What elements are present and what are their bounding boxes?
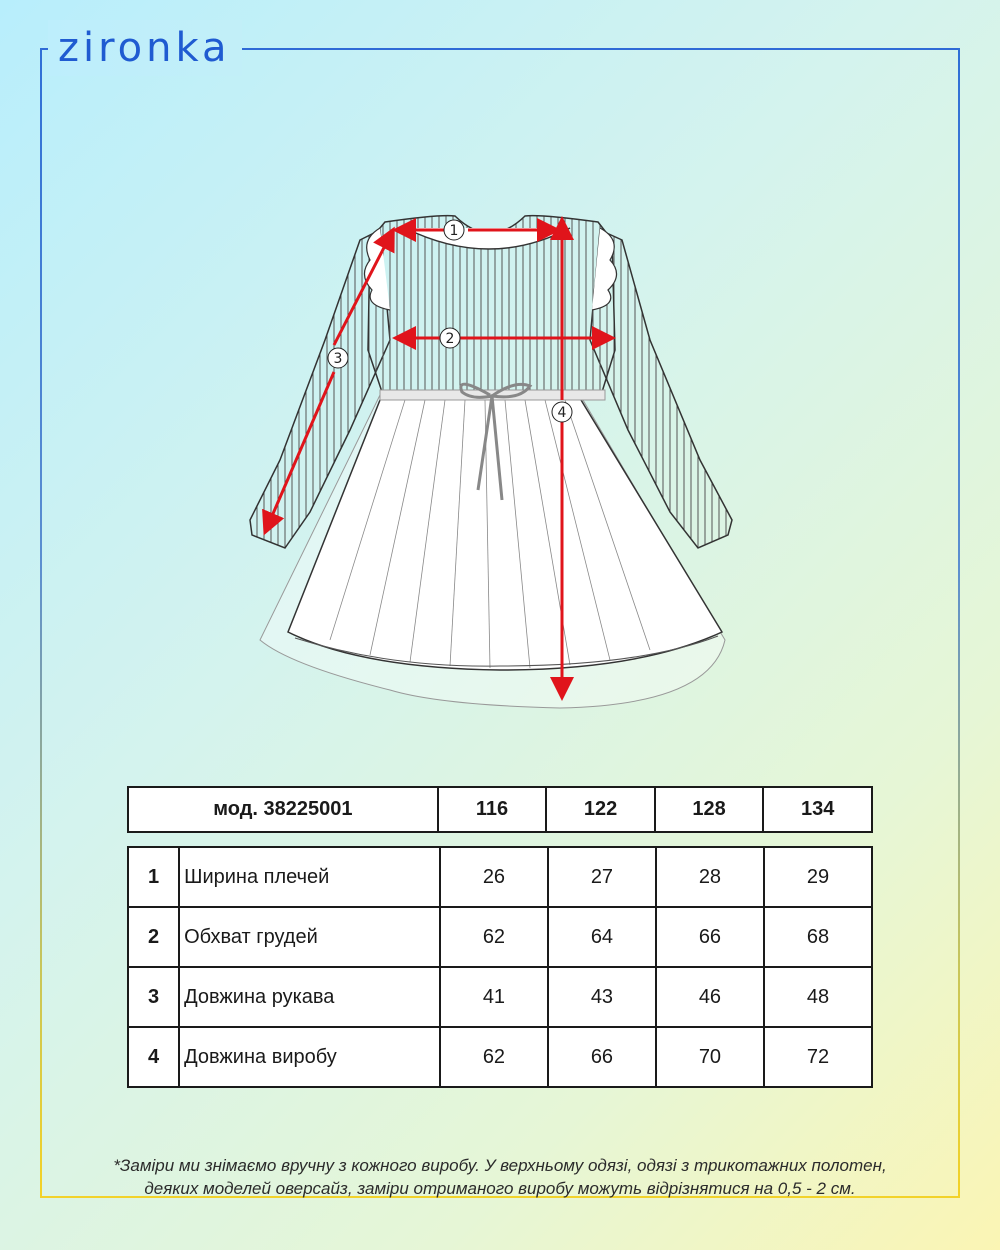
dress-measurement-illustration xyxy=(240,200,780,720)
row-value: 70 xyxy=(656,1027,764,1087)
row-value: 41 xyxy=(440,967,548,1027)
row-value: 62 xyxy=(440,1027,548,1087)
footnote xyxy=(40,1154,960,1200)
size-134: 134 xyxy=(763,787,872,832)
footnote-line-1: *Заміри ми знімаємо вручну з кожного виробу. У верхньому одязі, одязі з трикотажних полотен, xyxy=(113,1156,887,1175)
size-116: 116 xyxy=(438,787,547,832)
footnote-line-2: деяких моделей оверсайз, заміри отриманого виробу можуть відрізнятися на 0,5 - 2 см. xyxy=(144,1179,856,1198)
frame-right xyxy=(958,48,960,1198)
table-row xyxy=(128,907,872,967)
table-row xyxy=(128,847,872,907)
size-128: 128 xyxy=(655,787,764,832)
row-value: 48 xyxy=(764,967,872,1027)
row-value: 46 xyxy=(656,967,764,1027)
row-number: 1 xyxy=(128,847,179,907)
model-label: мод. 38225001 xyxy=(128,787,438,832)
table-row xyxy=(128,967,872,1027)
row-value: 28 xyxy=(656,847,764,907)
size-table-header xyxy=(127,786,873,833)
table-row xyxy=(128,1027,872,1087)
row-number: 3 xyxy=(128,967,179,1027)
marker-3: 3 xyxy=(333,351,343,367)
row-value: 62 xyxy=(440,907,548,967)
marker-2: 2 xyxy=(445,331,455,347)
row-value: 66 xyxy=(548,1027,656,1087)
brand-logo: zironka xyxy=(48,20,242,76)
row-label: Ширина плечей xyxy=(179,847,440,907)
row-value: 66 xyxy=(656,907,764,967)
row-value: 68 xyxy=(764,907,872,967)
row-value: 72 xyxy=(764,1027,872,1087)
marker-1: 1 xyxy=(449,223,459,239)
row-value: 64 xyxy=(548,907,656,967)
row-value: 29 xyxy=(764,847,872,907)
frame-left xyxy=(40,48,42,1198)
row-label: Довжина рукава xyxy=(179,967,440,1027)
row-label: Обхват грудей xyxy=(179,907,440,967)
marker-4: 4 xyxy=(557,405,567,421)
size-table-body xyxy=(127,846,873,1088)
row-value: 26 xyxy=(440,847,548,907)
row-number: 2 xyxy=(128,907,179,967)
header-row xyxy=(128,787,872,832)
row-value: 27 xyxy=(548,847,656,907)
row-label: Довжина виробу xyxy=(179,1027,440,1087)
row-number: 4 xyxy=(128,1027,179,1087)
row-value: 43 xyxy=(548,967,656,1027)
size-122: 122 xyxy=(546,787,655,832)
